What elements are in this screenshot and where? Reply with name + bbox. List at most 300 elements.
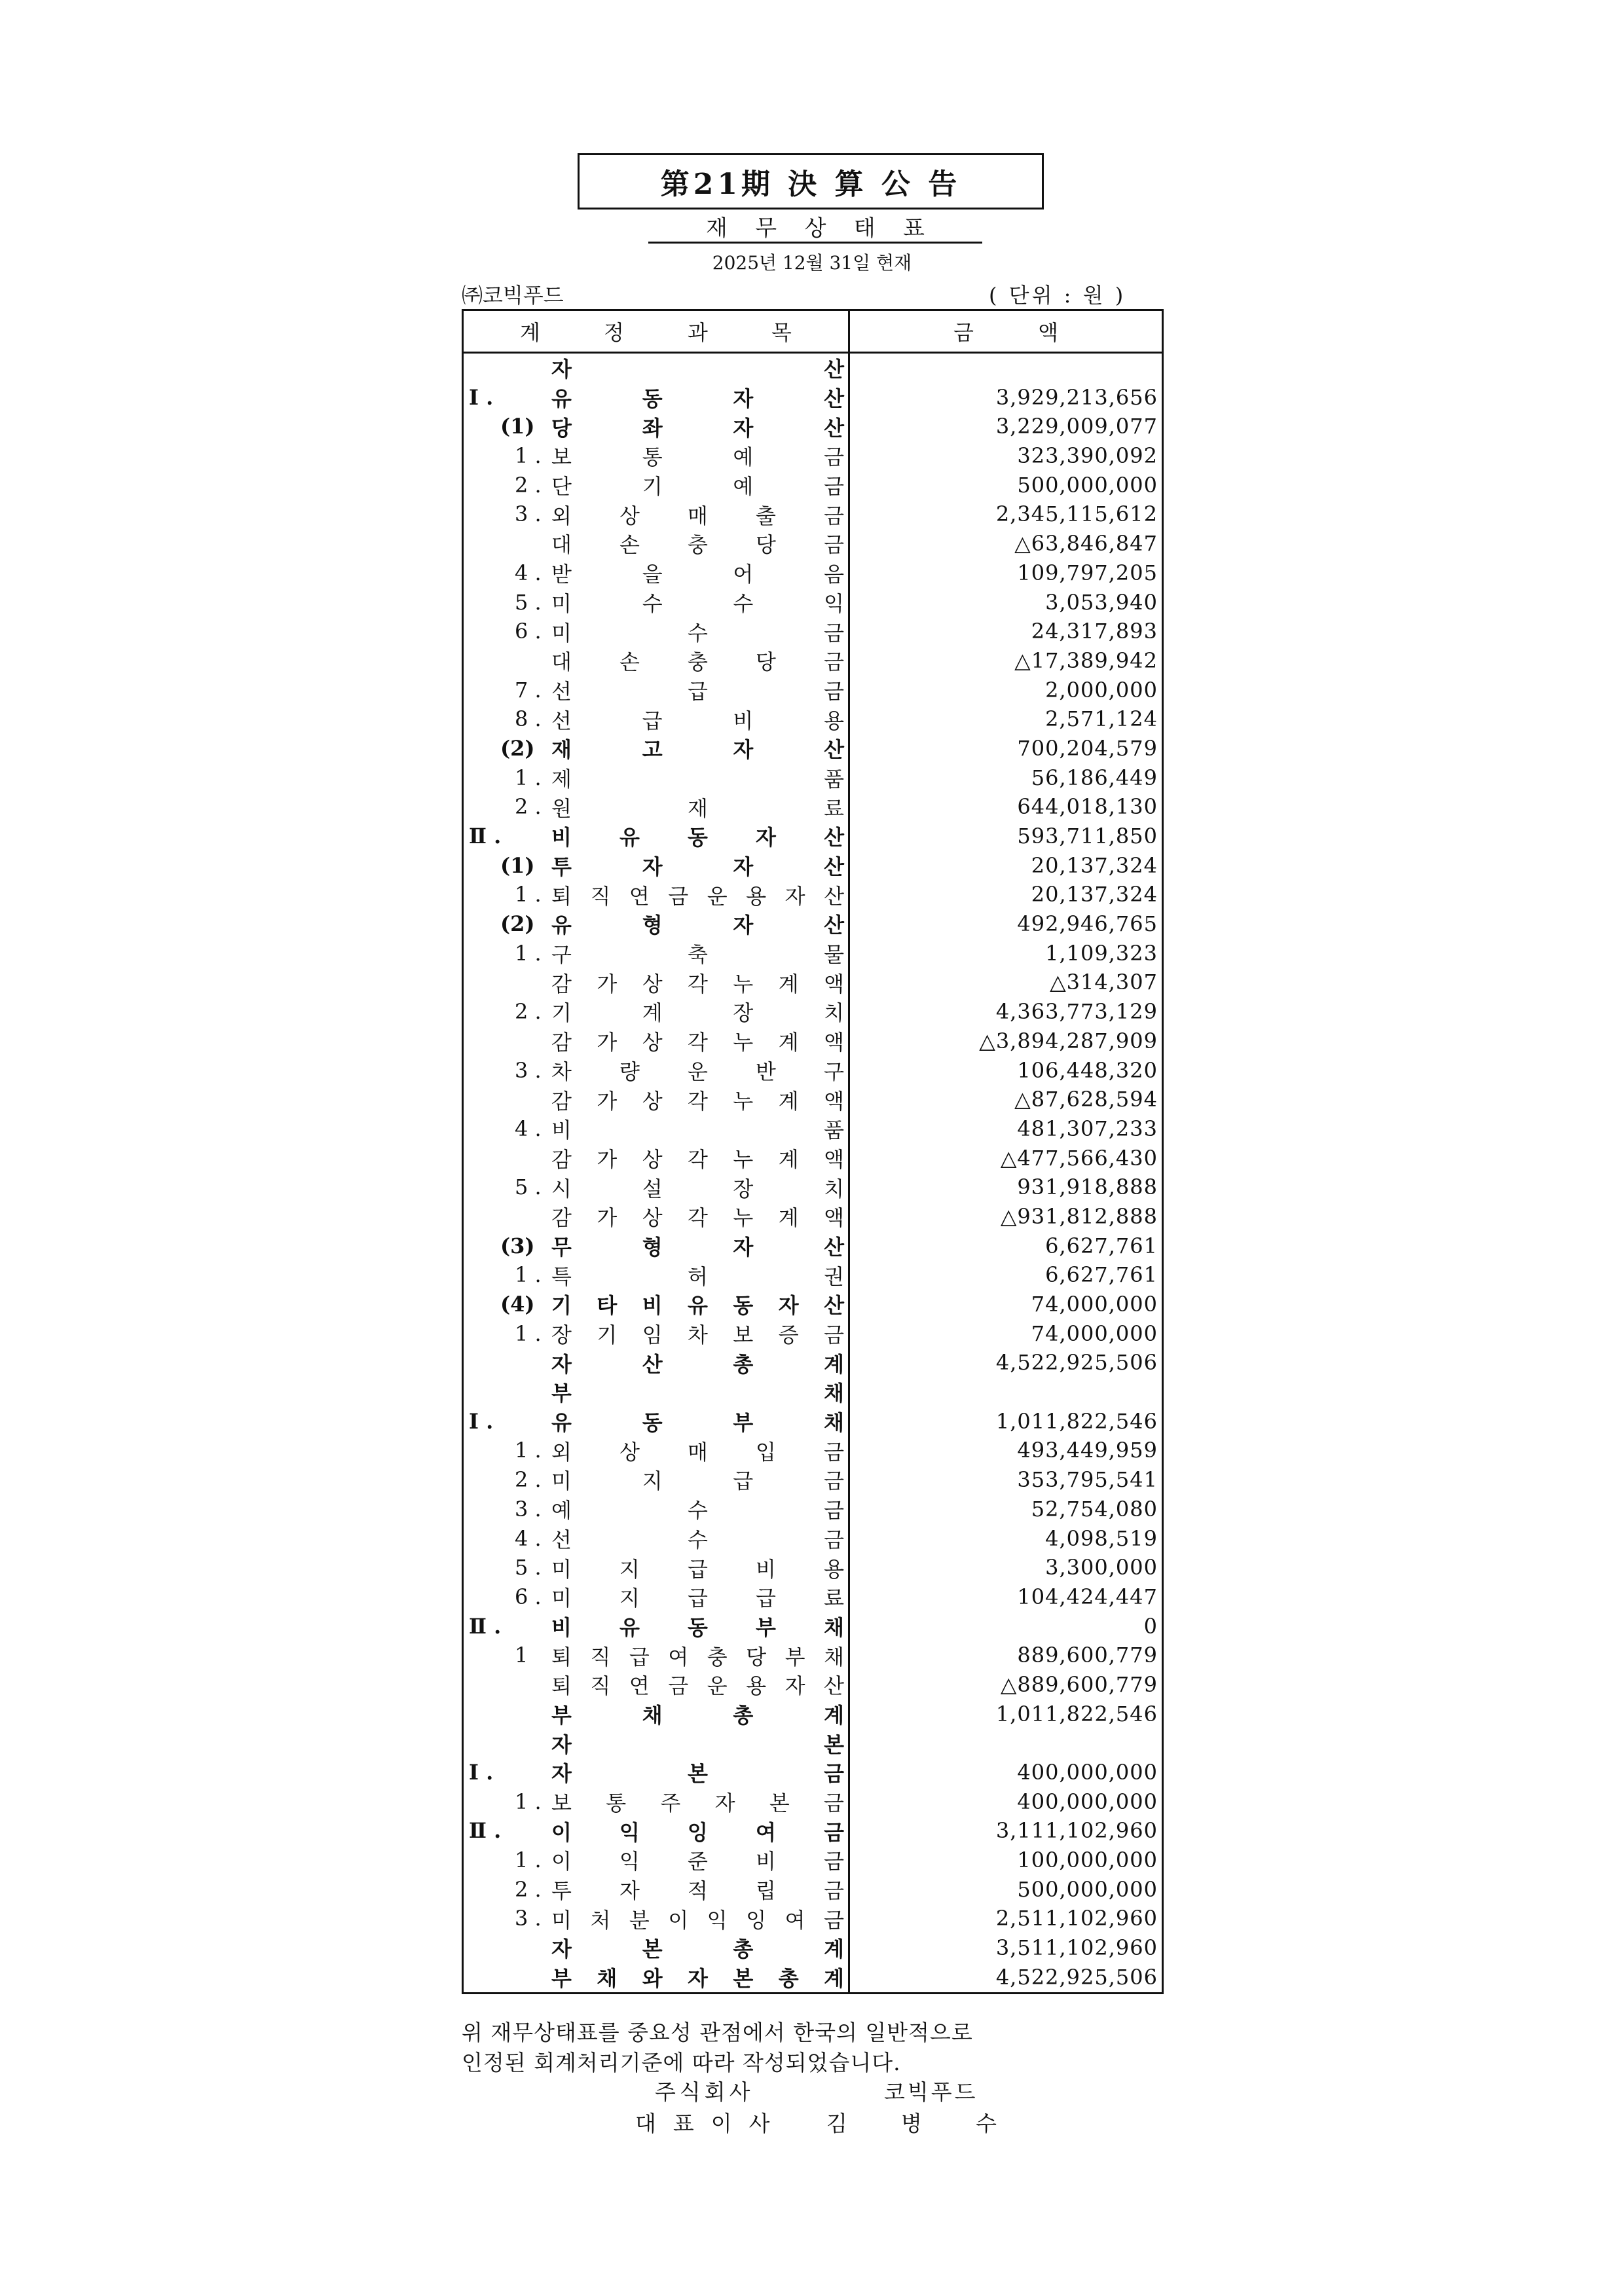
amount-cell: 4,522,925,506 bbox=[995, 1964, 1158, 1990]
account-name bbox=[551, 1700, 844, 1729]
account-name-char: 자 bbox=[688, 1966, 708, 1992]
announcement-title bbox=[578, 153, 1044, 210]
account-name bbox=[551, 1963, 844, 1992]
account-name-char: 익 bbox=[824, 591, 844, 616]
account-name-char: 계 bbox=[642, 1000, 663, 1026]
account-name-char: 비 bbox=[551, 1118, 572, 1143]
account-number: 6 . bbox=[515, 1584, 542, 1609]
account-name-char: 익 bbox=[619, 1849, 640, 1874]
amount-cell: 0 bbox=[1143, 1613, 1158, 1639]
account-name bbox=[551, 1582, 844, 1612]
account-name-char: 외 bbox=[551, 503, 572, 528]
account-name-char: 당 bbox=[756, 532, 776, 558]
account-name-char: 자 bbox=[642, 854, 663, 880]
account-name bbox=[551, 1933, 844, 1963]
account-name-char: 부 bbox=[551, 1381, 572, 1406]
account-name-char: 미 bbox=[551, 591, 572, 616]
amount-cell: 6,627,761 bbox=[1045, 1262, 1158, 1288]
account-cell bbox=[464, 1612, 850, 1641]
amount-cell: 500,000,000 bbox=[1017, 1876, 1158, 1902]
table-row bbox=[464, 646, 1162, 676]
account-name bbox=[551, 471, 844, 500]
account-name-char: 임 bbox=[642, 1322, 663, 1348]
account-name-char: 이 bbox=[551, 1849, 572, 1874]
table-row bbox=[464, 1612, 1162, 1641]
account-cell bbox=[464, 1963, 850, 1992]
company-name: ㈜코빅푸드 bbox=[462, 283, 564, 308]
amount-cell bbox=[850, 354, 1162, 383]
account-name bbox=[551, 997, 844, 1027]
account-name-char: 각 bbox=[688, 1030, 708, 1055]
account-cell bbox=[464, 500, 850, 529]
account-name-char: 액 bbox=[824, 1146, 844, 1172]
amount-cell: 700,204,579 bbox=[1017, 735, 1158, 761]
account-name-char: 선 bbox=[551, 708, 572, 733]
account-cell bbox=[464, 1085, 850, 1114]
account-name-char: 유 bbox=[551, 1410, 572, 1436]
company-label: 주식회사 bbox=[655, 2079, 754, 2105]
account-name-char: 상 bbox=[642, 1146, 663, 1172]
account-name-char: 산 bbox=[824, 825, 844, 850]
account-name-char: 수 bbox=[733, 591, 754, 616]
table-row bbox=[464, 1553, 1162, 1582]
account-name-char: 본 bbox=[642, 1937, 663, 1962]
account-name-char: 음 bbox=[824, 562, 844, 587]
account-name-char: 립 bbox=[756, 1878, 776, 1904]
table-row bbox=[464, 529, 1162, 558]
account-name-char: 투 bbox=[551, 1878, 572, 1904]
account-name-char: 계 bbox=[824, 1937, 844, 1962]
account-cell bbox=[464, 1495, 850, 1524]
account-name bbox=[551, 1553, 844, 1582]
account-cell bbox=[464, 1846, 850, 1875]
account-name-char: 각 bbox=[688, 1088, 708, 1114]
account-name bbox=[551, 880, 844, 909]
account-name-char: 충 bbox=[688, 532, 708, 558]
account-name-char: 금 bbox=[824, 445, 844, 470]
account-name bbox=[551, 1495, 844, 1524]
account-name-char: 가 bbox=[597, 1205, 618, 1231]
amount-cell: 481,307,233 bbox=[1017, 1116, 1158, 1141]
account-name-char: 이 bbox=[668, 1907, 689, 1933]
account-name-char: 누 bbox=[733, 1088, 754, 1114]
account-cell bbox=[464, 383, 850, 412]
table-row bbox=[464, 676, 1162, 705]
account-name-char: 금 bbox=[824, 1439, 844, 1465]
account-name-char: 운 bbox=[688, 1059, 708, 1084]
account-name-char: 제 bbox=[551, 766, 572, 792]
table-row bbox=[464, 1963, 1162, 1992]
account-name-char: 출 bbox=[756, 503, 776, 528]
account-cell bbox=[464, 412, 850, 441]
account-name-char: 유 bbox=[688, 1293, 708, 1319]
account-name-char: 누 bbox=[733, 971, 754, 996]
account-name-char: 금 bbox=[824, 1322, 844, 1348]
account-name-char: 구 bbox=[551, 942, 572, 968]
account-name-char: 계 bbox=[778, 1146, 799, 1172]
account-name-char: 금 bbox=[824, 649, 844, 675]
account-name bbox=[551, 1612, 844, 1641]
ceo-name bbox=[826, 2107, 997, 2138]
account-name-char: 유 bbox=[619, 825, 640, 850]
account-name-char: 자 bbox=[551, 1761, 572, 1787]
account-name-char: 금 bbox=[824, 1878, 844, 1904]
account-name-char: 여 bbox=[756, 1819, 776, 1845]
table-header bbox=[464, 311, 1162, 354]
account-name-char: 상 bbox=[642, 1088, 663, 1114]
account-name-char: 구 bbox=[824, 1059, 844, 1084]
account-number: 3 . bbox=[515, 1906, 542, 1931]
account-name-char: 액 bbox=[824, 1030, 844, 1055]
account-name-char: 동 bbox=[642, 1410, 663, 1436]
account-name-char: 가 bbox=[597, 1146, 618, 1172]
account-name-char: 미 bbox=[551, 1556, 572, 1582]
account-name-char: 액 bbox=[824, 1205, 844, 1231]
table-row bbox=[464, 1465, 1162, 1495]
table-row bbox=[464, 1173, 1162, 1202]
account-name bbox=[551, 500, 844, 529]
table-row bbox=[464, 1582, 1162, 1612]
account-name-char: 손 bbox=[619, 532, 640, 558]
account-number: 7 . bbox=[515, 677, 542, 702]
account-cell bbox=[464, 997, 850, 1027]
amount-cell: 2,571,124 bbox=[1045, 706, 1158, 732]
amount-cell: 353,795,541 bbox=[1017, 1467, 1158, 1493]
account-name-char: 자 bbox=[551, 1937, 572, 1962]
account-name bbox=[551, 1846, 844, 1875]
account-name-char: 충 bbox=[688, 649, 708, 675]
account-name-char: 보 bbox=[551, 445, 572, 470]
account-name-char: 고 bbox=[642, 737, 663, 763]
account-name-char: 익 bbox=[707, 1907, 728, 1933]
account-cell bbox=[464, 1904, 850, 1933]
account-name-char: 액 bbox=[824, 971, 844, 996]
account-name bbox=[551, 1875, 844, 1904]
account-name bbox=[551, 1641, 844, 1670]
account-name-char: 자 bbox=[778, 1293, 799, 1319]
account-name-char: 감 bbox=[551, 1030, 572, 1055]
account-cell bbox=[464, 1290, 850, 1319]
account-number: Ⅱ . bbox=[469, 1818, 502, 1844]
subtitle-char: 재 bbox=[706, 215, 728, 242]
account-cell bbox=[464, 1524, 850, 1554]
account-name-char: 축 bbox=[688, 942, 708, 968]
account-name-char: 감 bbox=[551, 1205, 572, 1231]
account-number: 2 . bbox=[515, 1876, 542, 1902]
account-name-char: 차 bbox=[688, 1322, 708, 1348]
account-name-char: 유 bbox=[551, 386, 572, 412]
ceo-label: 대표이사 bbox=[635, 2111, 787, 2136]
account-name-char: 산 bbox=[824, 1234, 844, 1260]
account-name-char: 특 bbox=[551, 1264, 572, 1289]
account-name-char: 자 bbox=[551, 1351, 572, 1377]
subtitle-char: 무 bbox=[755, 215, 777, 242]
account-number: 5 . bbox=[515, 589, 542, 615]
account-name bbox=[551, 1173, 844, 1202]
account-name bbox=[551, 851, 844, 881]
table-row bbox=[464, 500, 1162, 529]
table-row bbox=[464, 1933, 1162, 1963]
table-row bbox=[464, 1846, 1162, 1875]
account-name-char: 적 bbox=[688, 1878, 708, 1904]
account-name-char: 준 bbox=[688, 1849, 708, 1874]
account-name-char: 급 bbox=[642, 708, 663, 733]
account-name-char: 본 bbox=[733, 1966, 754, 1992]
account-name bbox=[551, 1524, 844, 1554]
account-name-char: 설 bbox=[642, 1176, 663, 1201]
amount-cell: 20,137,324 bbox=[1031, 852, 1158, 878]
account-name bbox=[551, 1056, 844, 1085]
ceo-name-char: 수 bbox=[976, 2111, 997, 2136]
account-name-char: 대 bbox=[551, 532, 572, 558]
amount-cell: △477,566,430 bbox=[1000, 1145, 1158, 1171]
table-row bbox=[464, 1700, 1162, 1729]
table-row bbox=[464, 997, 1162, 1027]
account-name-char: 품 bbox=[824, 1118, 844, 1143]
account-name-char: 타 bbox=[597, 1293, 618, 1319]
account-cell bbox=[464, 939, 850, 968]
account-name-char: 부 bbox=[784, 1644, 805, 1669]
amount-cell: △931,812,888 bbox=[1000, 1203, 1158, 1229]
ceo-name-char: 병 bbox=[901, 2111, 922, 2136]
amount-cell: 3,929,213,656 bbox=[995, 384, 1158, 410]
account-name-char: 산 bbox=[824, 357, 844, 382]
account-name-char: 이 bbox=[551, 1819, 572, 1845]
account-cell bbox=[464, 734, 850, 763]
account-cell bbox=[464, 880, 850, 909]
account-name-char: 채 bbox=[824, 1410, 844, 1436]
table-row bbox=[464, 412, 1162, 441]
amount-cell: 4,098,519 bbox=[1045, 1525, 1158, 1551]
account-cell bbox=[464, 792, 850, 822]
account-name-char: 금 bbox=[824, 1791, 844, 1816]
account-name-char: 처 bbox=[590, 1907, 611, 1933]
account-name-char: 기 bbox=[597, 1322, 618, 1348]
account-name-char: 직 bbox=[590, 1644, 611, 1669]
account-name-char: 기 bbox=[551, 1293, 572, 1319]
account-name-char: 본 bbox=[824, 1732, 844, 1757]
account-cell bbox=[464, 1260, 850, 1290]
table-row bbox=[464, 880, 1162, 909]
account-name-char: 가 bbox=[597, 1088, 618, 1114]
account-name-char: 금 bbox=[824, 1761, 844, 1787]
amount-cell: 20,137,324 bbox=[1031, 882, 1158, 907]
account-number: 2 . bbox=[515, 472, 542, 498]
account-number: Ⅰ . bbox=[469, 1408, 494, 1434]
account-name-char: 직 bbox=[590, 1673, 611, 1699]
table-row bbox=[464, 1377, 1162, 1407]
table-row bbox=[464, 1231, 1162, 1261]
account-name-char: 형 bbox=[642, 913, 663, 938]
account-name bbox=[551, 939, 844, 968]
account-name-char: 채 bbox=[597, 1966, 618, 1992]
account-name bbox=[551, 1816, 844, 1846]
table-body bbox=[464, 354, 1162, 1992]
amount-cell: 3,229,009,077 bbox=[995, 414, 1158, 439]
account-name-char: 총 bbox=[733, 1702, 754, 1728]
account-cell bbox=[464, 1816, 850, 1846]
account-name-char: 부 bbox=[756, 1614, 776, 1640]
amount-cell bbox=[850, 1377, 1162, 1407]
account-name-char: 산 bbox=[824, 415, 844, 441]
account-name-char: 용 bbox=[824, 1556, 844, 1582]
statement-note-line-1: 위 재무상태표를 중요성 관점에서 한국의 일반적으로 bbox=[462, 2020, 973, 2045]
amount-cell: 593,711,850 bbox=[1017, 824, 1158, 848]
account-name-char: 채 bbox=[642, 1702, 663, 1728]
table-row bbox=[464, 1114, 1162, 1144]
amount-cell: 106,448,320 bbox=[1017, 1057, 1158, 1083]
account-name-char: 선 bbox=[551, 678, 572, 704]
account-name-char: 계 bbox=[778, 1088, 799, 1114]
amount-cell: 889,600,779 bbox=[1017, 1643, 1158, 1668]
account-name-char: 본 bbox=[688, 1761, 708, 1787]
account-number: 3 . bbox=[515, 501, 542, 527]
amount-cell: △63,846,847 bbox=[1014, 531, 1158, 556]
account-name-char: 당 bbox=[551, 415, 572, 441]
account-name-char: 감 bbox=[551, 971, 572, 996]
account-name-char: 비 bbox=[551, 825, 572, 850]
amount-cell: 52,754,080 bbox=[1031, 1496, 1158, 1522]
account-name-char: 비 bbox=[642, 1293, 663, 1319]
account-name-char: 총 bbox=[778, 1966, 799, 1992]
table-row bbox=[464, 1495, 1162, 1524]
account-cell bbox=[464, 968, 850, 997]
table-row bbox=[464, 1904, 1162, 1933]
table-row bbox=[464, 441, 1162, 471]
account-number: 2 . bbox=[515, 999, 542, 1025]
table-row bbox=[464, 968, 1162, 997]
account-name-char: 충 bbox=[707, 1644, 728, 1669]
account-name bbox=[551, 1085, 844, 1114]
header-char: 계 bbox=[520, 320, 540, 345]
account-name-char: 자 bbox=[784, 883, 805, 909]
table-row bbox=[464, 1875, 1162, 1904]
account-name-char: 누 bbox=[733, 1030, 754, 1055]
account-name-char: 자 bbox=[733, 854, 754, 880]
account-number: (2) bbox=[500, 735, 535, 761]
account-cell bbox=[464, 763, 850, 793]
account-cell bbox=[464, 471, 850, 500]
account-name-char: 통 bbox=[606, 1791, 627, 1816]
account-name-char: 자 bbox=[619, 1878, 640, 1904]
table-row bbox=[464, 1670, 1162, 1700]
announcement-title-text: 第21期 決 算 公 告 bbox=[660, 168, 961, 201]
account-name-char: 비 bbox=[756, 1556, 776, 1582]
account-name-char: 운 bbox=[707, 883, 728, 909]
amount-cell: 56,186,449 bbox=[1031, 765, 1158, 790]
statement-subtitle bbox=[648, 211, 982, 244]
account-name bbox=[551, 1436, 844, 1465]
account-name-char: 금 bbox=[824, 503, 844, 528]
account-name-char: 동 bbox=[688, 825, 708, 850]
account-name-char: 급 bbox=[629, 1644, 650, 1669]
account-number: Ⅰ . bbox=[469, 384, 494, 410]
account-name bbox=[551, 1407, 844, 1436]
account-name-char: 대 bbox=[551, 649, 572, 675]
account-number: 1 . bbox=[515, 1789, 542, 1814]
amount-cell: 3,053,940 bbox=[1045, 589, 1158, 615]
account-cell bbox=[464, 822, 850, 851]
table-row bbox=[464, 1027, 1162, 1056]
account-name-char: 유 bbox=[551, 913, 572, 938]
account-name bbox=[551, 792, 844, 822]
account-name-char: 가 bbox=[597, 1030, 618, 1055]
amount-cell: 104,424,447 bbox=[1017, 1584, 1158, 1609]
account-name-char: 금 bbox=[824, 678, 844, 704]
table-row bbox=[464, 1436, 1162, 1465]
account-cell bbox=[464, 354, 850, 383]
account-name-char: 매 bbox=[688, 1439, 708, 1465]
account-cell bbox=[464, 617, 850, 646]
account-name bbox=[551, 441, 844, 471]
amount-cell bbox=[850, 1728, 1162, 1758]
account-name bbox=[551, 1904, 844, 1933]
account-cell bbox=[464, 441, 850, 471]
account-name-char: 허 bbox=[688, 1264, 708, 1289]
amount-cell: 3,511,102,960 bbox=[995, 1935, 1158, 1961]
account-name bbox=[551, 1465, 844, 1495]
account-cell bbox=[464, 1758, 850, 1787]
account-name-char: 지 bbox=[619, 1556, 640, 1582]
account-name-char: 동 bbox=[733, 1293, 754, 1319]
account-name-char: 산 bbox=[824, 913, 844, 938]
account-number: Ⅱ . bbox=[469, 1613, 502, 1639]
statement-date: 2025년 12월 31일 현재 bbox=[712, 252, 912, 274]
account-name-char: 각 bbox=[688, 1205, 708, 1231]
account-number: 5 . bbox=[515, 1175, 542, 1200]
account-name-char: 용 bbox=[824, 708, 844, 733]
account-cell bbox=[464, 676, 850, 705]
account-cell bbox=[464, 646, 850, 676]
table-row bbox=[464, 1758, 1162, 1787]
account-name-char: 계 bbox=[778, 971, 799, 996]
account-name-char: 예 bbox=[733, 445, 754, 470]
account-name bbox=[551, 734, 844, 763]
account-name-char: 무 bbox=[551, 1234, 572, 1260]
account-name-char: 채 bbox=[824, 1614, 844, 1640]
account-name bbox=[551, 704, 844, 734]
subtitle-char: 상 bbox=[804, 215, 826, 242]
account-number: (1) bbox=[500, 852, 535, 878]
header-char: 정 bbox=[604, 320, 624, 345]
account-name-char: 직 bbox=[590, 883, 611, 909]
account-cell bbox=[464, 1114, 850, 1144]
account-cell bbox=[464, 1436, 850, 1465]
account-number: (3) bbox=[500, 1233, 535, 1258]
account-name bbox=[551, 909, 844, 939]
account-name bbox=[551, 412, 844, 441]
account-name-char: 산 bbox=[824, 854, 844, 880]
account-cell bbox=[464, 1670, 850, 1700]
account-number: 1 . bbox=[515, 443, 542, 469]
account-name-char: 자 bbox=[733, 386, 754, 412]
account-name-char: 받 bbox=[551, 562, 572, 587]
amount-cell: 4,522,925,506 bbox=[995, 1350, 1158, 1376]
account-cell bbox=[464, 909, 850, 939]
account-name-char: 금 bbox=[824, 1468, 844, 1494]
account-number: (2) bbox=[500, 911, 535, 937]
account-number: (1) bbox=[500, 414, 535, 439]
account-name-char: 기 bbox=[551, 1000, 572, 1026]
account-name bbox=[551, 1787, 844, 1817]
table-row bbox=[464, 1260, 1162, 1290]
account-name-char: 금 bbox=[824, 1849, 844, 1874]
account-name-char: 급 bbox=[756, 1586, 776, 1611]
amount-cell: 1,109,323 bbox=[1045, 940, 1158, 966]
account-name bbox=[551, 676, 844, 705]
account-name bbox=[551, 588, 844, 617]
amount-cell: 492,946,765 bbox=[1017, 911, 1158, 937]
